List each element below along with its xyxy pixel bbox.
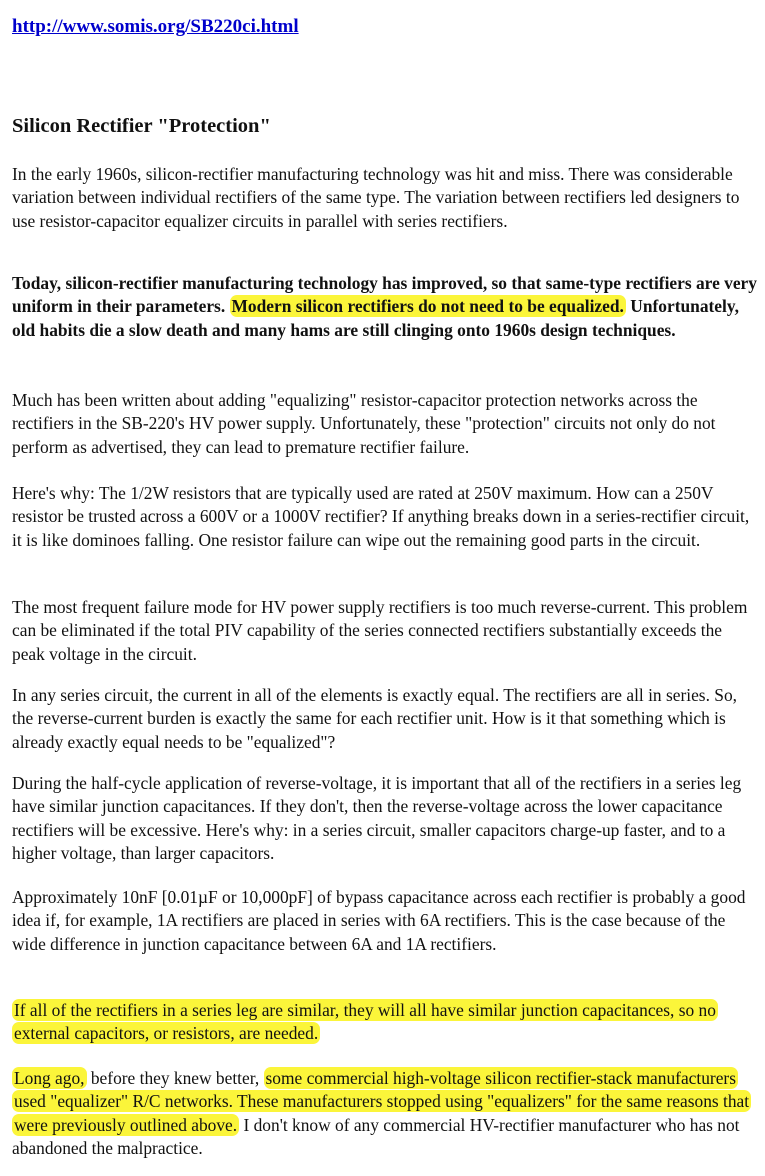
paragraph-failure-mode: The most frequent failure mode for HV power supply rectifiers is too much reverse-current. This problem can be eliminated if the total PIV capability of the series connected rectifiers substantially exceeds the peak voltage in the circuit. bbox=[12, 597, 748, 664]
paragraph-today-text: Today, silicon-rectifier manufacturing technology has improved, so that same-type rectifiers are very uniform in their parameters. bbox=[12, 273, 757, 317]
highlight-modern-rectifiers: Modern silicon rectifiers do not need to be equalized. bbox=[231, 296, 624, 317]
paragraph-equalizing: Much has been written about adding "equalizing" resistor-capacitor protection networks across the rectifiers in the SB-220's HV power supply. Unfortunately, these "protection" circuits not only do not perform as advertised, they can lead to premature rectifier failure. bbox=[12, 390, 716, 457]
highlight-similar-rectifiers: If all of the rectifiers in a series leg are similar, they will all have similar junction capacitances, so no external capacitors, or resistors, are needed. bbox=[14, 1000, 716, 1044]
paragraph-long-ago bbox=[12, 1067, 757, 1160]
highlight-long-ago: Long ago, bbox=[14, 1068, 85, 1088]
paragraph-heres-why: Here's why: The 1/2W resistors that are typically used are rated at 250V maximum. How can a 250V resistor be trusted across a 600V or a 1000V rectifier? If anything breaks down in a series-rectifier circuit, it is like dominoes falling. One resistor failure can wipe out the remaining good parts in the circuit. bbox=[12, 483, 750, 550]
paragraph-half-cycle: During the half-cycle application of reverse-voltage, it is important that all of the rectifiers in a series leg have similar junction capacitances. If they don't, then the reverse-voltage across the lower capacitance rectifiers will be excessive. Here's why: in a series circuit, smaller capacitors charge-up faster, and to a higher voltage, than larger capacitors. bbox=[12, 773, 742, 863]
paragraph-similar-rectifiers bbox=[12, 999, 757, 1046]
paragraph-long-ago-text: before they knew better, bbox=[86, 1068, 264, 1088]
paragraph-series-circuit: In any series circuit, the current in all of the elements is exactly equal. The rectifiers are all in series. So, the reverse-current burden is exactly the same for each rectifier unit. How is it that something which is already exactly equal needs to be "equalized"? bbox=[12, 685, 737, 752]
paragraph-long-ago-tail: I don't know of any commercial HV-rectifier manufacturer who has not abandoned the malpractice. bbox=[12, 1114, 740, 1158]
source-url-link[interactable]: http://www.somis.org/SB220ci.html bbox=[12, 16, 299, 37]
paragraph-intro: In the early 1960s, silicon-rectifier manufacturing technology was hit and miss. There was considerable variation between individual rectifiers of the same type. The variation between rectifiers led designers to use resistor-capacitor equalizer circuits in parallel with series rectifiers. bbox=[12, 164, 740, 231]
highlight-manufacturers: some commercial high-voltage silicon rectifier-stack manufacturers used "equalizer" R/C networks. These manufacturers stopped using "equalizers" for the same reasons that were previously outlined above. bbox=[14, 1068, 750, 1135]
paragraph-today bbox=[12, 272, 757, 342]
paragraph-bypass: Approximately 10nF [0.01µF or 10,000pF] of bypass capacitance across each rectifier is probably a good idea if, for example, 1A rectifiers are placed in series with 6A rectifiers. This is the case because of the wide difference in junction capacitance between 6A and 1A rectifiers. bbox=[12, 887, 746, 954]
paragraph-today-tail: Unfortunately, old habits die a slow death and many hams are still clinging onto 1960s design techniques. bbox=[12, 296, 739, 340]
page-title: Silicon Rectifier "Protection" bbox=[12, 115, 271, 137]
